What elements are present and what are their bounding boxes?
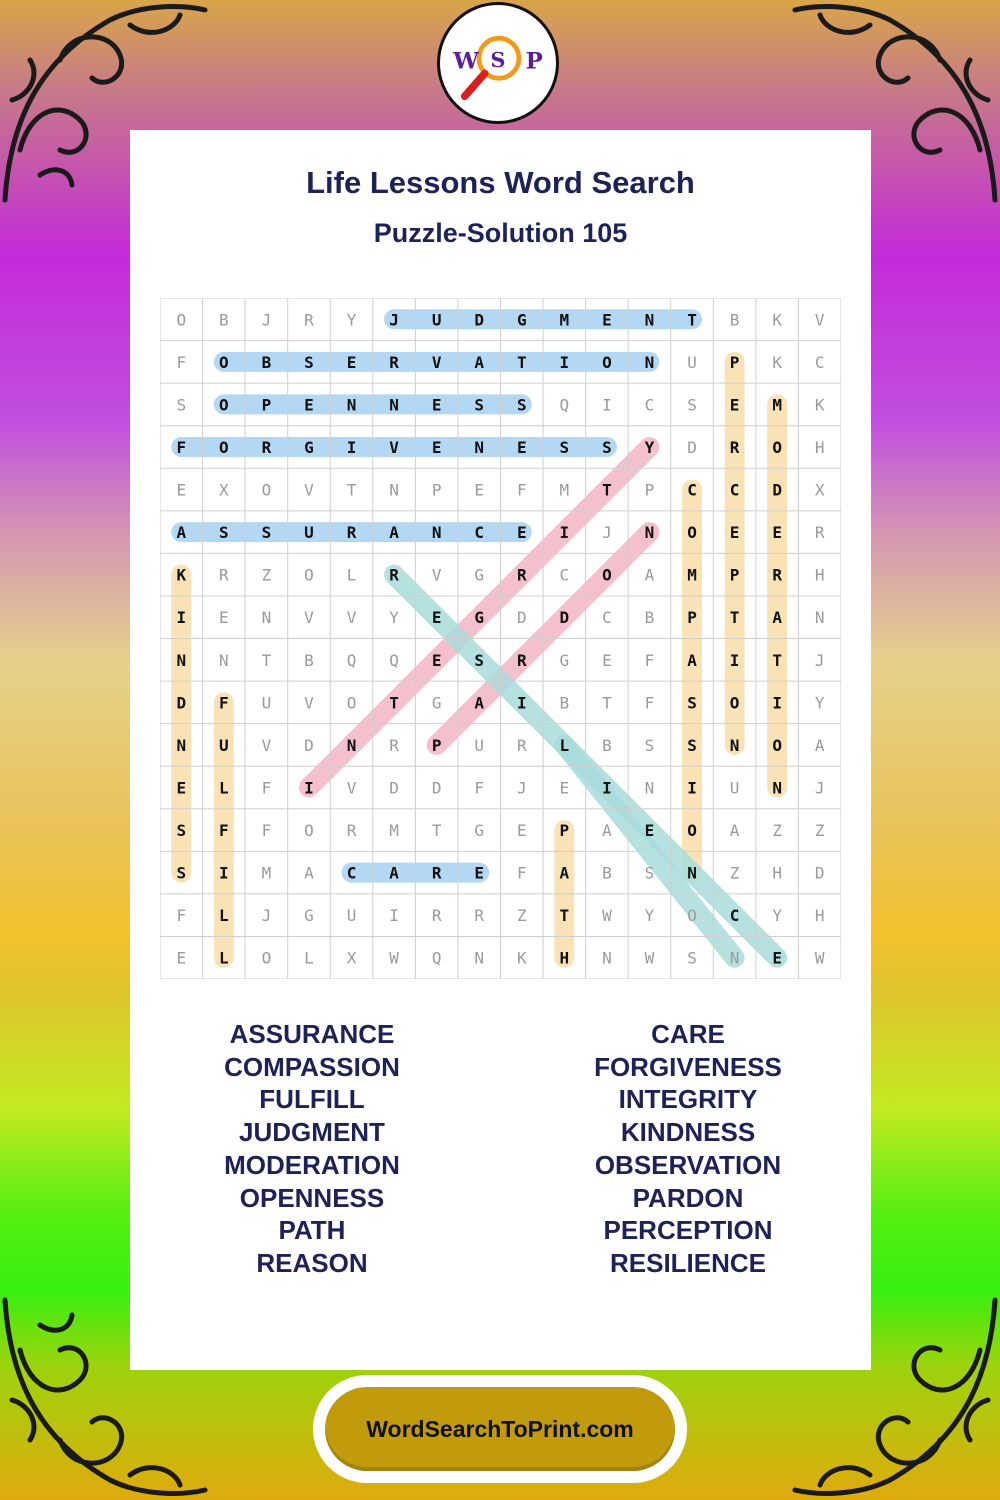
grid-cell-letter: H [814,437,825,457]
grid-cell-letter: L [219,948,229,968]
grid-cell-letter: Q [389,650,399,670]
grid-cell-letter: B [644,608,655,628]
grid-cell-letter: P [559,821,570,841]
word-list-item: OBSERVATION [594,1149,782,1180]
grid-cell-letter: R [346,821,357,841]
grid-cell-letter: E [431,437,442,457]
grid-cell-letter: U [431,310,442,330]
grid-cell-letter: N [261,608,272,628]
grid-cell-letter: D [516,608,527,628]
grid-cell-letter: I [304,778,314,798]
grid-cell-letter: D [389,778,399,798]
grid-cell-letter: G [516,310,527,330]
grid-cell-letter: N [772,778,782,798]
grid-cell-letter: F [516,863,527,883]
grid-cell-letter: L [219,778,229,798]
word-list-item: FORGIVENESS [594,1051,782,1082]
grid-cell-letter: F [474,778,485,798]
grid-cell-letter: E [431,395,442,415]
grid-cell-letter: E [772,948,782,968]
word-list-item: CARE [651,1019,725,1049]
grid-cell-letter: J [602,523,612,543]
grid-cell-letter: G [474,821,485,841]
grid-cell-letter: E [304,395,314,415]
grid-cell-letter: S [687,948,697,968]
grid-cell-letter: W [602,906,612,926]
grid-cell-letter: E [729,523,740,543]
grid-cell-letter: N [474,948,485,968]
grid-cell-letter: P [729,352,740,372]
grid-cell-letter: D [559,608,570,628]
grid-cell-letter: G [474,565,485,585]
grid-cell-letter: K [772,310,782,330]
grid-cell-letter: Y [389,608,399,628]
grid-cell-letter: E [346,352,357,372]
grid-cell-letter: R [389,565,399,585]
grid-cell-letter: J [814,778,825,798]
grid-cell-letter: V [431,565,442,585]
grid-cell-letter: H [772,863,782,883]
grid-cell-letter: T [772,650,782,670]
grid-cell-letter: O [219,352,229,372]
grid-cell-letter: V [261,735,272,755]
grid-cell-letter: N [644,352,655,372]
grid-cell-letter: Y [644,906,655,926]
word-list-item: FULFILL [259,1084,365,1115]
grid-cell-letter: N [729,735,740,755]
logo-letter-p: P [525,48,543,75]
grid-cell-letter: N [431,523,442,543]
grid-cell-letter: C [644,395,655,415]
grid-cell-letter: J [389,310,399,330]
grid-cell-letter: S [176,863,187,883]
grid-cell-letter: S [176,395,187,415]
grid-cell-letter: D [772,480,782,500]
grid-cell-letter: L [219,906,229,926]
grid-cell-letter: V [814,310,825,330]
grid-cell-letter: K [772,352,782,372]
grid-cell-letter: C [814,352,825,372]
grid-cell-letter: M [261,863,272,883]
grid-cell-letter: K [516,948,527,968]
grid-cell-letter: C [346,863,357,883]
grid-cell-letter: W [814,948,825,968]
grid-cell-letter: A [602,821,612,841]
grid-cell-letter: M [687,565,697,585]
grid-cell-letter: E [176,948,187,968]
grid-cell-letter: R [814,523,825,543]
logo-letter-w: W [453,48,479,75]
logo-letter-s: S [490,46,506,72]
grid-cell-letter: Y [814,693,825,713]
grid-cell-letter: J [516,778,527,798]
grid-cell-letter: S [687,395,697,415]
grid-cell-letter: P [729,565,740,585]
grid-cell-letter: O [261,948,272,968]
grid-cell-letter: U [474,735,485,755]
grid-cell-letter: Z [516,906,527,926]
grid-cell-letter: M [772,395,782,415]
grid-cell-letter: Q [431,948,442,968]
grid-cell-letter: A [474,693,485,713]
grid-cell-letter: E [602,310,612,330]
grid-cell-letter: N [602,948,612,968]
grid-cell-letter: I [602,395,612,415]
grid-cell-letter: S [687,735,697,755]
grid-cell-letter: D [176,693,187,713]
word-list-item: PARDON [632,1182,744,1213]
grid-cell-letter: S [474,395,485,415]
word-list-left [162,1018,462,1280]
grid-cell-letter: A [304,863,314,883]
grid-cell-letter: S [176,821,187,841]
grid-cell-letter: W [644,948,655,968]
grid-cell-letter: I [772,693,782,713]
grid-cell-letter: F [261,778,272,798]
grid-cell-letter: I [559,523,570,543]
grid-cell-letter: R [261,437,272,457]
grid-cell-letter: V [346,608,357,628]
grid-cell-letter: S [304,352,314,372]
grid-cell-letter: F [176,906,187,926]
grid-cell-letter: B [602,863,612,883]
grid-cell-letter: N [219,650,229,670]
grid-cell-letter: T [389,693,399,713]
grid-cell-letter: E [729,395,740,415]
grid-cell-letter: S [687,693,697,713]
grid-cell-letter: N [346,395,357,415]
grid-cell-letter: R [389,352,399,372]
grid-cell-letter: S [261,523,272,543]
grid-cell-letter: S [644,735,655,755]
grid-cell-letter: E [474,863,485,883]
grid-cell-letter: O [687,906,697,926]
grid-cell-letter: N [389,395,399,415]
grid-cell-letter: Z [772,821,782,841]
grid-cell-letter: K [176,565,187,585]
grid-cell-letter: O [304,821,314,841]
grid-cell-letter: F [219,821,229,841]
grid-cell-letter: R [516,650,527,670]
grid-cell-letter: Y [644,437,655,457]
grid-cell-letter: H [814,906,825,926]
grid-cell-letter: L [559,735,570,755]
grid-cell-letter: E [602,650,612,670]
puzzle-sheet [130,130,871,1370]
grid-cell-letter: O [687,523,697,543]
word-list-item: MODERATION [224,1149,400,1180]
grid-cell-letter: H [814,565,825,585]
grid-cell-letter: I [516,693,527,713]
grid-cell-letter: S [559,437,570,457]
grid-cell-letter: I [602,778,612,798]
grid-cell-letter: E [431,608,442,628]
grid-cell-letter: F [176,352,187,372]
grid-cell-letter: A [772,608,782,628]
word-list-item: REASON [256,1247,368,1278]
grid-cell-letter: B [602,735,612,755]
grid-cell-letter: T [559,906,570,926]
word-list-item: OPENNESS [239,1182,385,1213]
grid-cell-letter: A [176,523,187,543]
grid-cell-letter: I [176,608,187,628]
grid-cell-letter: B [219,310,229,330]
grid-cell-letter: E [474,480,485,500]
grid-cell-letter: E [219,608,229,628]
grid-cell-letter: R [516,735,527,755]
grid-cell-letter: S [516,395,527,415]
grid-cell-letter: T [261,650,272,670]
website-link[interactable] [325,1387,675,1471]
grid-cell-letter: A [644,565,655,585]
grid-cell-letter: F [516,480,527,500]
grid-cell-letter: F [644,650,655,670]
grid-cell-letter: I [389,906,399,926]
grid-cell-letter: Z [729,863,740,883]
grid-cell-letter: N [176,735,187,755]
grid-cell-letter: F [261,821,272,841]
grid-cell-letter: O [602,352,612,372]
grid-cell-letter: R [389,735,399,755]
grid-cell-letter: N [687,863,697,883]
grid-cell-letter: C [602,608,612,628]
grid-cell-letter: O [219,395,229,415]
grid-cell-letter: N [644,523,655,543]
grid-cell-letter: O [176,310,187,330]
grid-cell-letter: T [602,480,612,500]
grid-cell-letter: G [474,608,485,628]
grid-cell-letter: I [559,352,570,372]
word-list-right [538,1018,838,1280]
grid-cell-letter: K [814,395,825,415]
grid-cell-letter: T [431,821,442,841]
grid-cell-letter: P [261,395,272,415]
grid-cell-letter: I [346,437,357,457]
grid-cell-letter: N [644,310,655,330]
grid-cell-letter: Y [772,906,782,926]
grid-cell-letter: D [304,735,314,755]
grid-cell-letter: G [431,693,442,713]
grid-cell-letter: N [814,608,825,628]
grid-cell-letter: U [346,906,357,926]
grid-cell-letter: E [431,650,442,670]
grid-cell-letter: S [644,863,655,883]
grid-cell-letter: J [261,906,272,926]
grid-cell-letter: G [304,906,314,926]
grid-cell-letter: N [644,778,655,798]
grid-cell-letter: O [219,437,229,457]
grid-cell-letter: D [687,437,697,457]
grid-cell-letter: B [304,650,314,670]
grid-cell-letter: Z [261,565,272,585]
grid-cell-letter: E [516,821,527,841]
grid-cell-letter: R [729,437,740,457]
grid-cell-letter: A [389,523,399,543]
grid-cell-letter: R [346,523,357,543]
grid-cell-letter: J [814,650,825,670]
grid-cell-letter: N [346,735,357,755]
grid-cell-letter: X [346,948,357,968]
grid-cell-letter: E [516,437,527,457]
wsp-logo [437,2,559,124]
grid-cell-letter: X [219,480,229,500]
grid-cell-letter: N [176,650,187,670]
grid-cell-letter: Y [346,310,357,330]
grid-cell-letter: A [559,863,570,883]
grid-cell-letter: V [389,437,399,457]
grid-cell-letter: S [602,437,612,457]
grid-cell-letter: N [389,480,399,500]
grid-cell-letter: I [729,650,740,670]
grid-cell-letter: F [176,437,187,457]
grid-cell-letter: G [559,650,570,670]
grid-cell-letter: N [729,948,740,968]
grid-cell-letter: M [389,821,399,841]
grid-cell-letter: E [644,821,655,841]
grid-cell-letter: A [814,735,825,755]
page-title: Life Lessons Word Search [306,165,695,200]
grid-cell-letter: T [729,608,740,628]
grid-cell-letter: V [304,480,314,500]
grid-cell-letter: V [304,693,314,713]
grid-cell-letter: S [474,650,485,670]
grid-cell-letter: E [176,778,187,798]
grid-cell-letter: L [346,565,357,585]
grid-cell-letter: R [474,906,485,926]
grid-cell-letter: W [389,948,399,968]
grid-cell-letter: A [474,352,485,372]
grid-cell-letter: O [687,821,697,841]
grid-cell-letter: D [814,863,825,883]
grid-cell-letter: O [772,437,782,457]
grid-cell-letter: O [346,693,357,713]
grid-cell-letter: Q [346,650,357,670]
grid-cell-letter: N [474,437,485,457]
grid-cell-letter: O [772,735,782,755]
grid-cell-letter: G [304,437,314,457]
word-list-item: ASSURANCE [229,1019,395,1049]
grid-cell-letter: C [559,565,570,585]
grid-cell-letter: R [431,906,442,926]
grid-cell-letter: B [261,352,272,372]
word-list-item: PERCEPTION [603,1215,773,1246]
grid-cell-letter: O [261,480,272,500]
grid-cell-letter: T [602,693,612,713]
grid-cell-letter: P [431,480,442,500]
grid-cell-letter: E [516,523,527,543]
grid-cell-letter: R [516,565,527,585]
grid-cell-letter: C [729,906,740,926]
grid-cell-letter: R [772,565,782,585]
grid-cell-letter: M [559,310,570,330]
grid-cell-letter: F [219,693,229,713]
grid-cell-letter: U [219,735,229,755]
website-badge [313,1375,687,1483]
grid-cell-letter: Q [559,395,570,415]
grid-cell-letter: H [559,948,570,968]
word-list-item: INTEGRITY [618,1084,758,1115]
grid-cell-letter: C [474,523,485,543]
word-list-item: RESILIENCE [609,1247,767,1278]
grid-cell-letter: A [729,821,740,841]
word-list-item: COMPASSION [224,1051,400,1082]
grid-cell-letter: R [304,310,314,330]
grid-cell-letter: T [346,480,357,500]
grid-cell-letter: M [559,480,570,500]
page-subtitle: Puzzle-Solution 105 [373,218,628,248]
grid-cell-letter: S [219,523,229,543]
grid-cell-letter: X [814,480,825,500]
grid-cell-letter: O [602,565,612,585]
grid-cell-letter: E [176,480,187,500]
grid-cell-letter: A [389,863,399,883]
grid-cell-letter: P [644,480,655,500]
grid-cell-letter: I [219,863,229,883]
word-search-grid [160,298,841,979]
grid-cell-letter: U [304,523,314,543]
grid-cell-letter: U [261,693,272,713]
grid-cell-letter: P [431,735,442,755]
grid-cell-letter: V [346,778,357,798]
grid-cell-letter: P [687,608,697,628]
website-label: WordSearchToPrint.com [366,1415,634,1442]
grid-cell-letter: C [687,480,697,500]
grid-cell-letter: R [431,863,442,883]
word-list-item: PATH [278,1215,346,1246]
grid-cell-letter: D [474,310,485,330]
grid-cell-letter: L [304,948,314,968]
grid-cell-letter: T [687,310,697,330]
grid-cell-letter: Z [814,821,825,841]
grid-cell-letter: O [729,693,740,713]
grid-cell-letter: B [559,693,570,713]
grid-cell-letter: D [431,778,442,798]
grid-cell-letter: A [687,650,697,670]
grid-cell-letter: V [304,608,314,628]
grid-cell-letter: R [219,565,229,585]
grid-cell-letter: V [431,352,442,372]
grid-cell-letter: U [687,352,697,372]
grid-cell-letter: U [729,778,740,798]
grid-cell-letter: I [687,778,697,798]
grid-cell-letter: T [516,352,527,372]
grid-cell-letter: B [729,310,740,330]
word-list-item: JUDGMENT [239,1117,385,1148]
grid-cell-letter: F [644,693,655,713]
word-list-item: KINDNESS [620,1117,756,1148]
grid-cell-letter: E [559,778,570,798]
grid-cell-letter: E [772,523,782,543]
grid-cell-letter: O [304,565,314,585]
grid-cell-letter: C [729,480,740,500]
grid-cell-letter: J [261,310,272,330]
